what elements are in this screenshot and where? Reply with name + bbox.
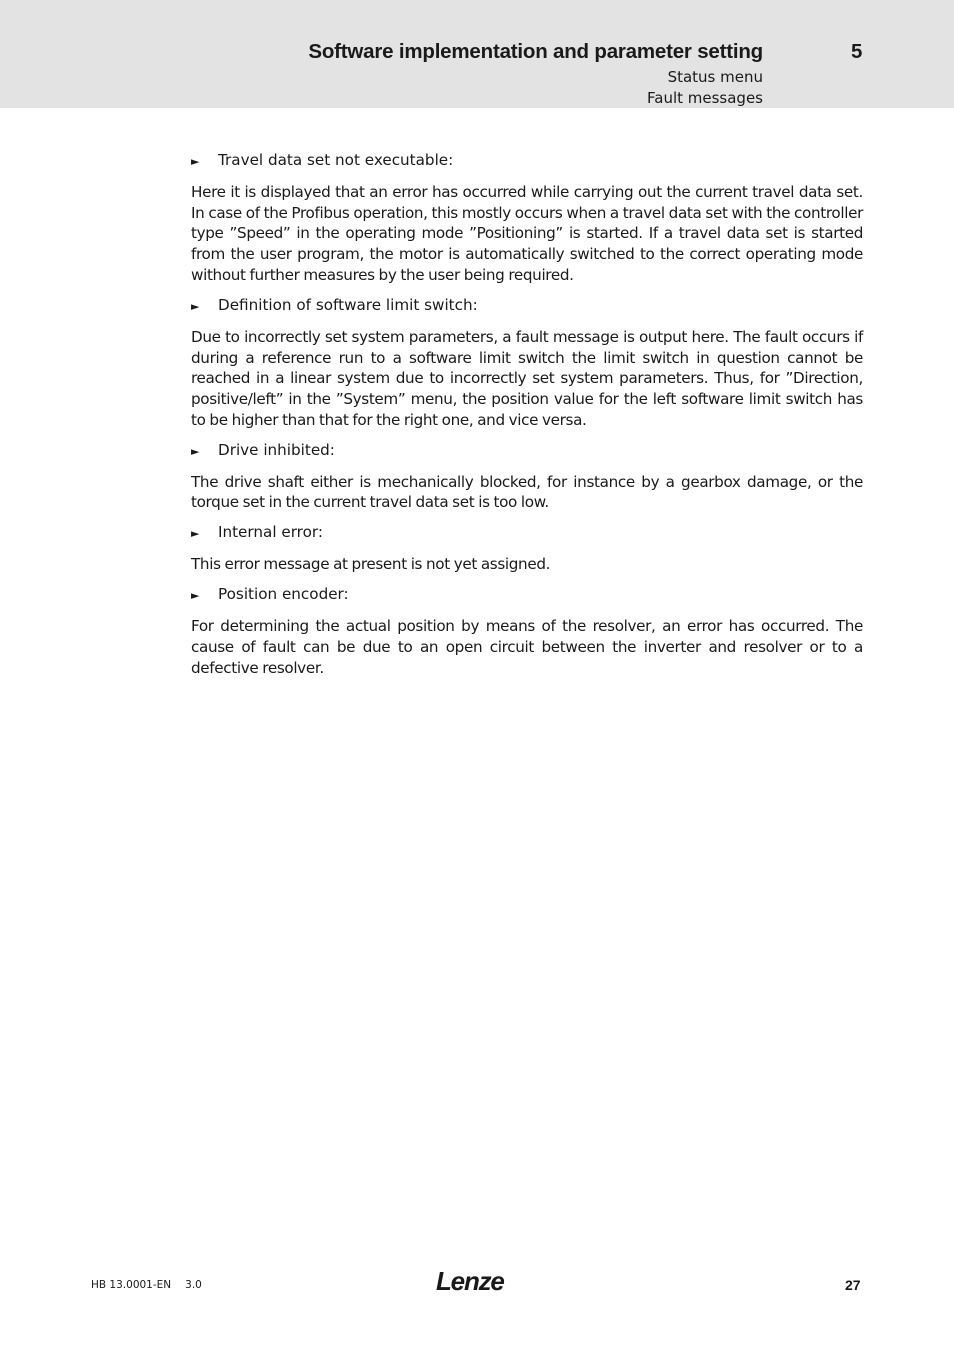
- bullet-heading-text: Travel data set not executable:: [218, 151, 454, 169]
- footer-document-id: [91, 1279, 202, 1291]
- paragraph: The drive shaft either is mechanically blocked, for instance by a gearbox damage, or the torque set in the current travel data set is too low.: [191, 472, 863, 512]
- section-title: Status menu: [667, 68, 763, 86]
- chapter-title: Software implementation and parameter setting: [308, 40, 763, 63]
- triangle-bullet-icon: ►: [191, 299, 200, 313]
- bullet-heading-text: Position encoder:: [218, 585, 349, 604]
- bullet-heading-text: Definition of software limit switch:: [218, 295, 478, 314]
- doc-id: HB 13.0001-EN: [91, 1279, 172, 1291]
- bullet-heading: [191, 522, 863, 545]
- triangle-bullet-icon: ►: [191, 589, 200, 603]
- paragraph: Here it is displayed that an error has occurred while carrying out the current travel data set. In case of the Profibus operation, this mostly occurs when a travel data set with the controller type ”Speed” in the operating mode ”Positioning” is started. If a travel data set is started from the user program, the motor is automatically switched to the correct operating mode without further measures by the user being required.: [191, 183, 863, 284]
- bullet-heading: [191, 150, 863, 173]
- triangle-bullet-icon: ►: [191, 444, 200, 458]
- bullet-heading: [191, 295, 863, 318]
- paragraph: Due to incorrectly set system parameters, a fault message is output here. The fault occurs if during a reference run to a software limit switch the limit switch in question cannot be reached in a linear system due to incorrectly set system parameters. Thus, for ”Direction, positive/left” in the ”System” menu, the position value for the left software limit switch has to be higher than that for the right one, and vice versa.: [191, 327, 863, 429]
- triangle-bullet-icon: ►: [191, 155, 200, 168]
- doc-version: 3.0: [185, 1279, 202, 1291]
- lenze-logo: Lenze: [436, 1266, 504, 1296]
- chapter-number: 5: [851, 40, 863, 63]
- bullet-heading: [191, 584, 863, 607]
- paragraph: This error message at present is not yet assigned.: [191, 555, 551, 574]
- bullet-heading: [191, 440, 863, 463]
- bullet-heading-text: Internal error:: [218, 523, 323, 542]
- bullet-heading-text: Drive inhibited:: [218, 440, 335, 459]
- main-content: [191, 150, 863, 688]
- paragraph: For determining the actual position by means of the resolver, an error has occurred. The cause of fault can be due to an open circuit between the inverter and resolver or to a defective resolver.: [191, 617, 863, 677]
- triangle-bullet-icon: ►: [191, 527, 200, 541]
- page-number: 27: [845, 1277, 861, 1293]
- subsection-title: Fault messages: [647, 89, 763, 107]
